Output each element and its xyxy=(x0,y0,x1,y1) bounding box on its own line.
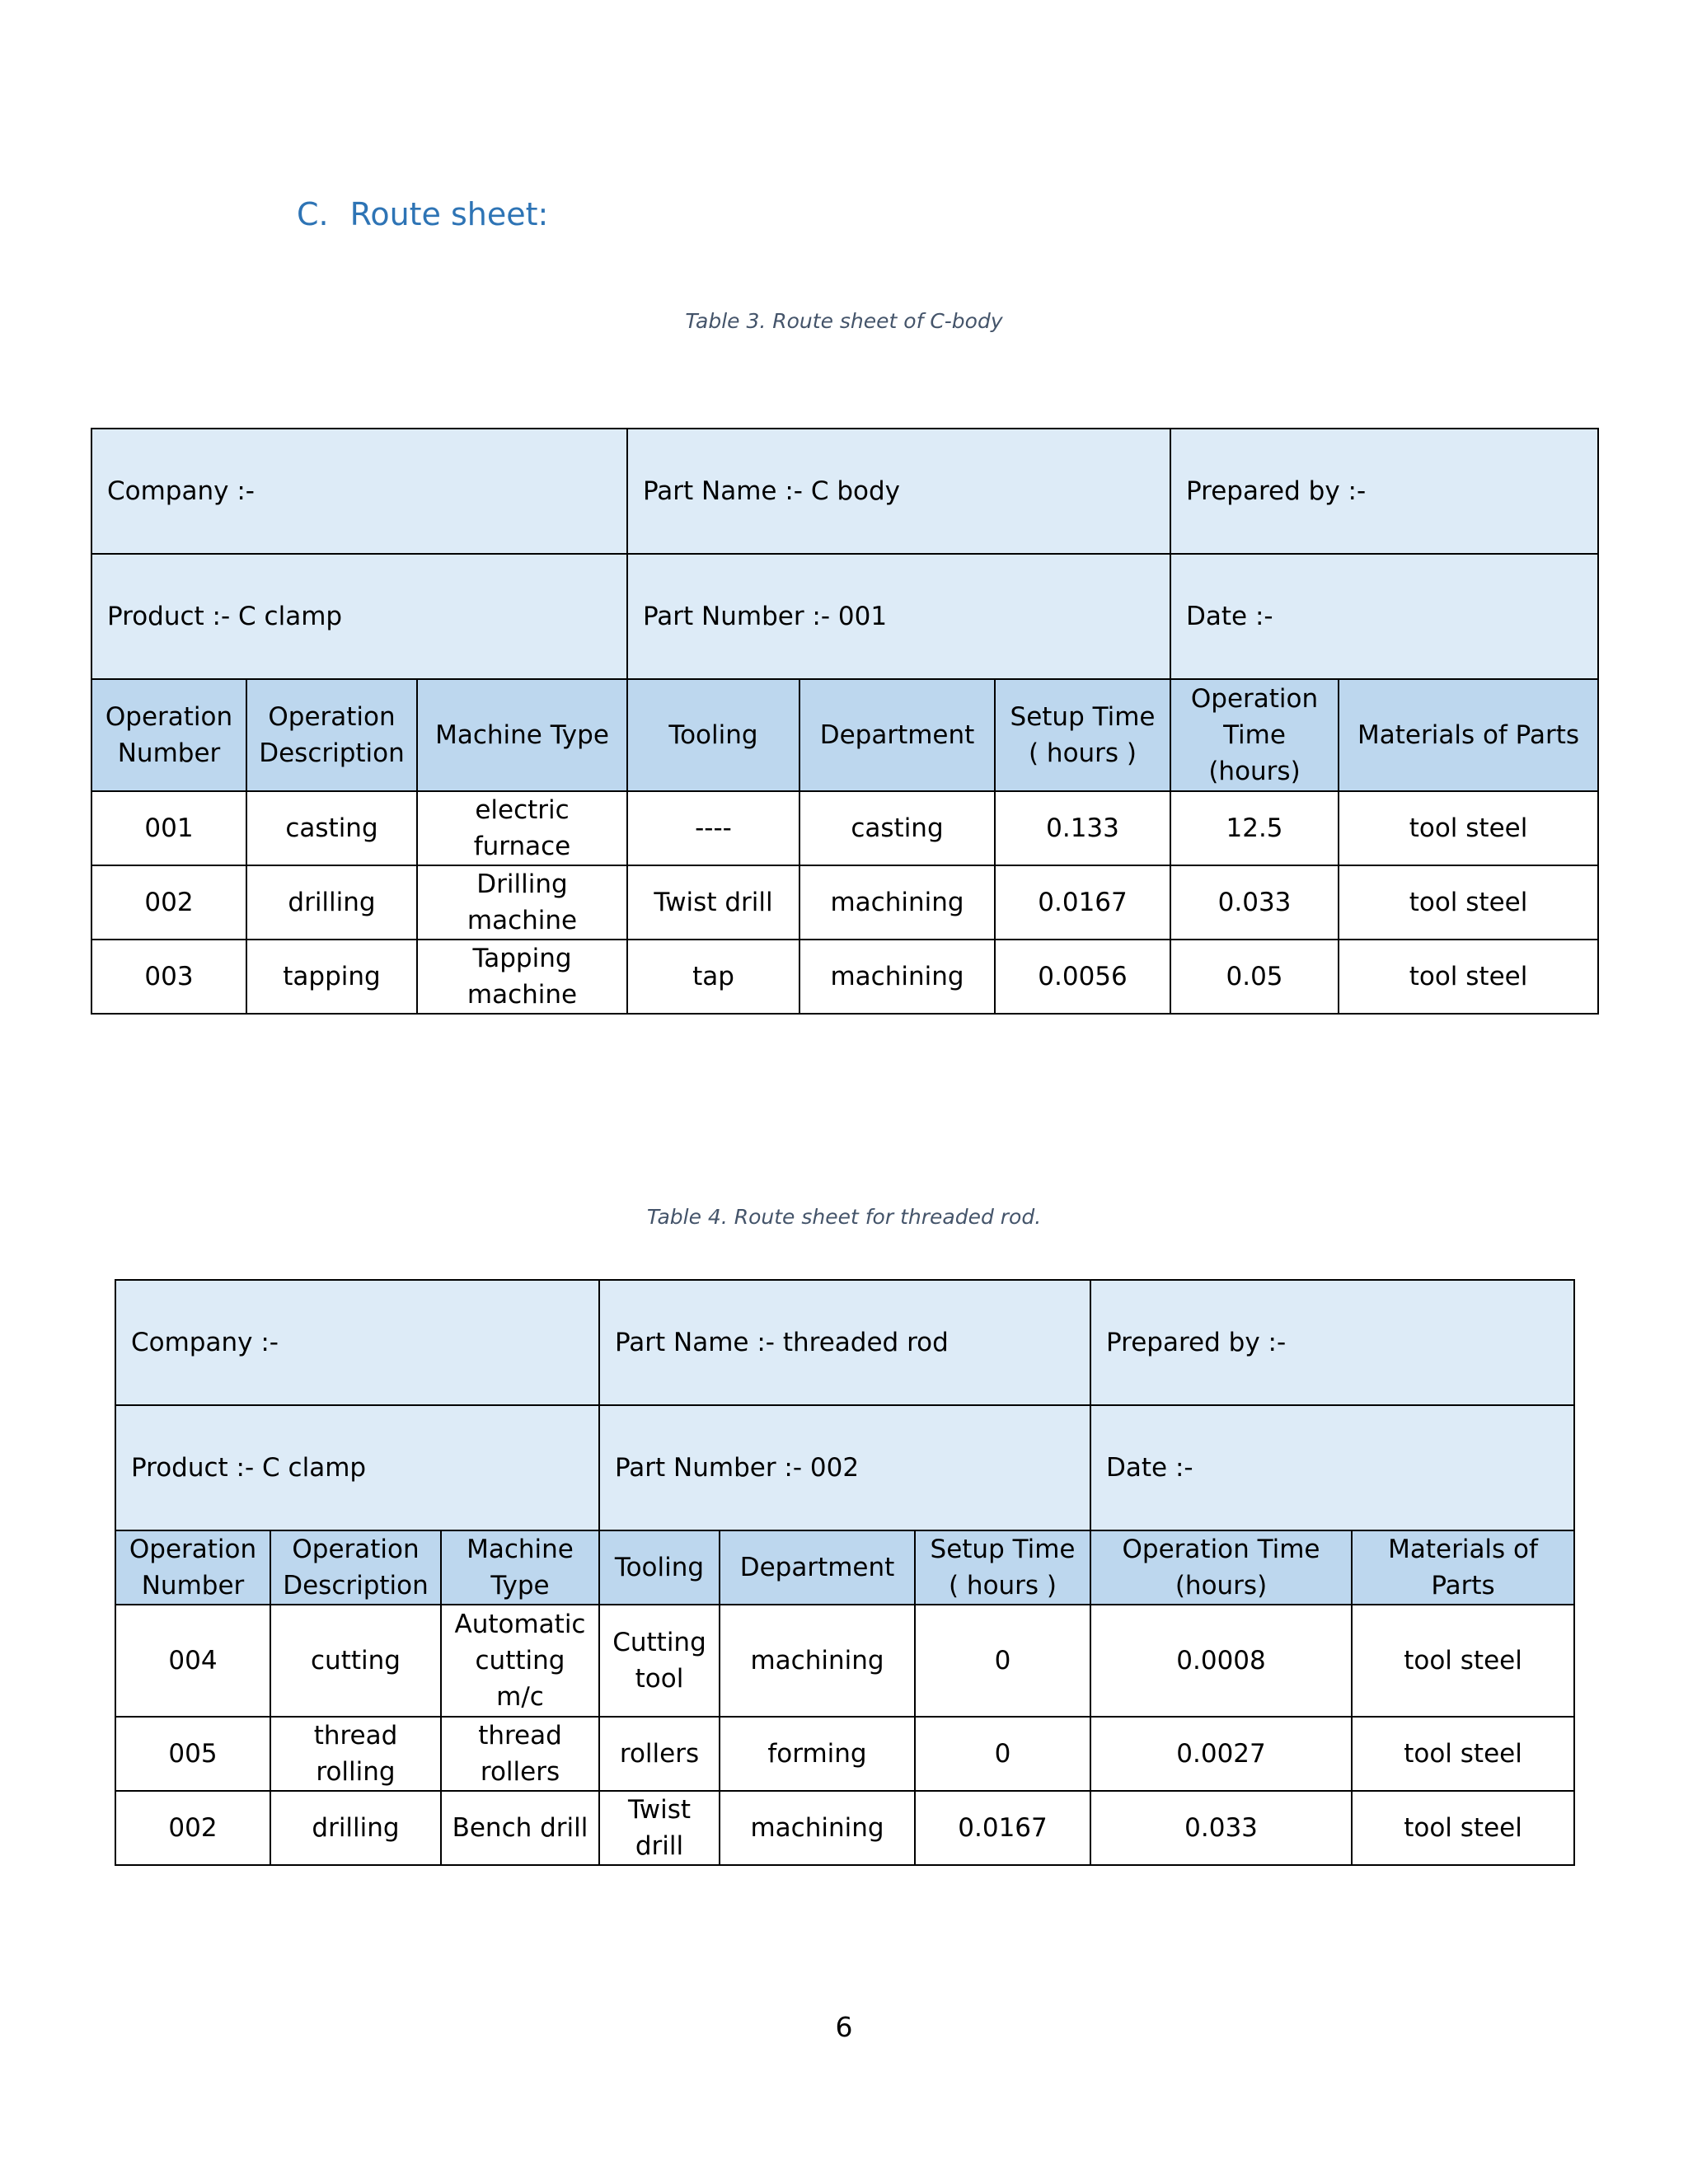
cell: 004 xyxy=(115,1605,270,1717)
cell: Twist drill xyxy=(599,1791,720,1865)
cell: drilling xyxy=(246,865,417,940)
cell: 0.0027 xyxy=(1090,1717,1352,1791)
part-number-cell: Part Number :- 002 xyxy=(599,1405,1090,1530)
product-cell: Product :- C clamp xyxy=(91,554,627,679)
prepared-by-cell: Prepared by :- xyxy=(1090,1280,1574,1405)
route-sheet-table xyxy=(91,428,1599,1015)
header-row xyxy=(91,679,1598,791)
header-cell: Operation Description xyxy=(246,679,417,791)
info-row xyxy=(91,429,1598,554)
header-cell: Operation Number xyxy=(115,1530,270,1605)
table-row xyxy=(115,1717,1574,1791)
cell: Automatic cutting m/c xyxy=(441,1605,599,1717)
cell: ---- xyxy=(627,791,799,865)
cell: tool steel xyxy=(1352,1791,1574,1865)
cell: machining xyxy=(720,1791,915,1865)
table-row xyxy=(91,865,1598,940)
cell: rollers xyxy=(599,1717,720,1791)
cell: 0 xyxy=(915,1717,1090,1791)
header-cell: Operation Description xyxy=(270,1530,441,1605)
header-cell: Materials of Parts xyxy=(1352,1530,1574,1605)
cell: 0.0167 xyxy=(915,1791,1090,1865)
info-row xyxy=(91,554,1598,679)
part-name-cell: Part Name :- C body xyxy=(627,429,1170,554)
cell: Bench drill xyxy=(441,1791,599,1865)
cell: 001 xyxy=(91,791,246,865)
header-cell: Setup Time ( hours ) xyxy=(995,679,1170,791)
cell: casting xyxy=(799,791,995,865)
header-cell: Machine Type xyxy=(417,679,627,791)
cell: tapping xyxy=(246,940,417,1014)
header-cell: Operation Time (hours) xyxy=(1170,679,1339,791)
cell: 002 xyxy=(115,1791,270,1865)
header-cell: Materials of Parts xyxy=(1339,679,1598,791)
header-cell: Tooling xyxy=(599,1530,720,1605)
table-row xyxy=(91,940,1598,1014)
date-cell: Date :- xyxy=(1170,554,1598,679)
section-number: C. xyxy=(297,196,329,232)
cell: cutting xyxy=(270,1605,441,1717)
page-number: 6 xyxy=(835,2011,853,2043)
cell: machining xyxy=(799,865,995,940)
table-row xyxy=(115,1605,1574,1717)
cell: tool steel xyxy=(1339,791,1598,865)
header-cell: Department xyxy=(799,679,995,791)
company-cell: Company :- xyxy=(115,1280,599,1405)
cell: electric furnace xyxy=(417,791,627,865)
header-cell: Tooling xyxy=(627,679,799,791)
cell: 0 xyxy=(915,1605,1090,1717)
cell: Twist drill xyxy=(627,865,799,940)
cell: 0.0008 xyxy=(1090,1605,1352,1717)
route-sheet-table xyxy=(115,1279,1575,1866)
cell: 002 xyxy=(91,865,246,940)
section-title: Route sheet: xyxy=(349,196,549,232)
cell: 0.033 xyxy=(1090,1791,1352,1865)
cell: tool steel xyxy=(1339,940,1598,1014)
cell: drilling xyxy=(270,1791,441,1865)
table-row xyxy=(115,1791,1574,1865)
part-name-cell: Part Name :- threaded rod xyxy=(599,1280,1090,1405)
product-cell: Product :- C clamp xyxy=(115,1405,599,1530)
date-cell: Date :- xyxy=(1090,1405,1574,1530)
cell: 003 xyxy=(91,940,246,1014)
company-cell: Company :- xyxy=(91,429,627,554)
header-cell: Machine Type xyxy=(441,1530,599,1605)
table-caption: Table 3. Route sheet of C-body xyxy=(685,309,1003,333)
cell: 005 xyxy=(115,1717,270,1791)
header-row xyxy=(115,1530,1574,1605)
info-row xyxy=(115,1280,1574,1405)
cell: 0.133 xyxy=(995,791,1170,865)
cell: 12.5 xyxy=(1170,791,1339,865)
cell: machining xyxy=(799,940,995,1014)
header-cell: Setup Time ( hours ) xyxy=(915,1530,1090,1605)
table-row xyxy=(91,791,1598,865)
cell: 0.05 xyxy=(1170,940,1339,1014)
section-heading xyxy=(297,196,548,232)
cell: tool steel xyxy=(1352,1605,1574,1717)
info-row xyxy=(115,1405,1574,1530)
cell: 0.0167 xyxy=(995,865,1170,940)
cell: tool steel xyxy=(1339,865,1598,940)
cell: Cutting tool xyxy=(599,1605,720,1717)
cell: machining xyxy=(720,1605,915,1717)
header-cell: Operation Time (hours) xyxy=(1090,1530,1352,1605)
cell: thread rolling xyxy=(270,1717,441,1791)
cell: thread rollers xyxy=(441,1717,599,1791)
part-number-cell: Part Number :- 001 xyxy=(627,554,1170,679)
cell: casting xyxy=(246,791,417,865)
cell: 0.0056 xyxy=(995,940,1170,1014)
cell: forming xyxy=(720,1717,915,1791)
cell: tool steel xyxy=(1352,1717,1574,1791)
header-cell: Department xyxy=(720,1530,915,1605)
cell: Drilling machine xyxy=(417,865,627,940)
cell: Tapping machine xyxy=(417,940,627,1014)
cell: 0.033 xyxy=(1170,865,1339,940)
table-caption: Table 4. Route sheet for threaded rod. xyxy=(646,1205,1042,1229)
prepared-by-cell: Prepared by :- xyxy=(1170,429,1598,554)
header-cell: Operation Number xyxy=(91,679,246,791)
cell: tap xyxy=(627,940,799,1014)
